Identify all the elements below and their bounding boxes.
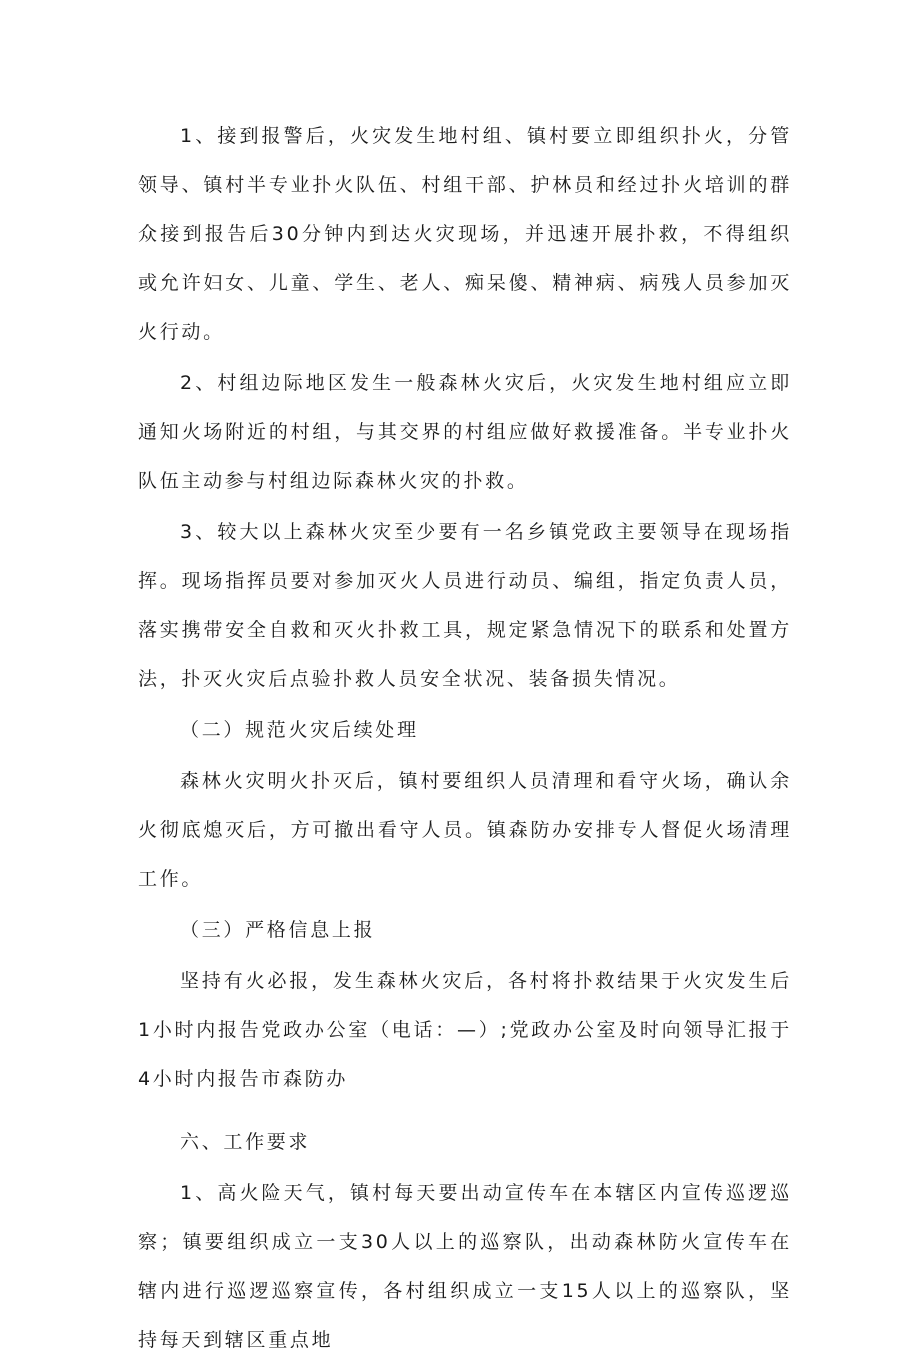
paragraph-high-risk-weather: 1、高火险天气，镇村每天要出动宣传车在本辖区内宣传巡逻巡察；镇要组织成立一支30人以上的巡察队，出动森林防火宣传车在辖内进行巡逻巡察宣传，各村组织成立一支15人以上的巡察队，坚持每天到辖区重点地: [138, 1182, 792, 1351]
paragraph-major-fire-command: 3、较大以上森林火灾至少要有一名乡镇党政主要领导在现场指挥。现场指挥员要对参加灭火人员进行动员、编组，指定负责人员，落实携带安全自救和灭火扑救工具，规定紧急情况下的联系和处置方法，扑灭火灾后点验扑救人员安全状况、装备损失情况。: [138, 521, 792, 690]
section-heading-work-requirements: 六、工作要求: [180, 1131, 311, 1153]
section-heading-reporting: （三）严格信息上报: [180, 919, 376, 941]
paragraph-aftermath: 森林火灾明火扑灭后，镇村要组织人员清理和看守火场，确认余火彻底熄灭后，方可撤出看守人员。镇森防办安排专人督促火场清理工作。: [138, 770, 792, 890]
paragraph-reporting: 坚持有火必报，发生森林火灾后，各村将扑救结果于火灾发生后1小时内报告党政办公室（电话：—）;党政办公室及时向领导汇报于4小时内报告市森防办: [138, 970, 792, 1090]
paragraph-report-response: 1、接到报警后，火灾发生地村组、镇村要立即组织扑火，分管领导、镇村半专业扑火队伍、村组干部、护林员和经过扑火培训的群众接到报告后30分钟内到达火灾现场，并迅速开展扑救，不得组织或允许妇女、儿童、学生、老人、痴呆傻、精神病、病残人员参加灭火行动。: [138, 125, 792, 343]
paragraph-border-fire: 2、村组边际地区发生一般森林火灾后，火灾发生地村组应立即通知火场附近的村组，与其交界的村组应做好救援准备。半专业扑火队伍主动参与村组边际森林火灾的扑救。: [138, 372, 792, 492]
section-heading-aftermath: （二）规范火灾后续处理: [180, 719, 419, 741]
